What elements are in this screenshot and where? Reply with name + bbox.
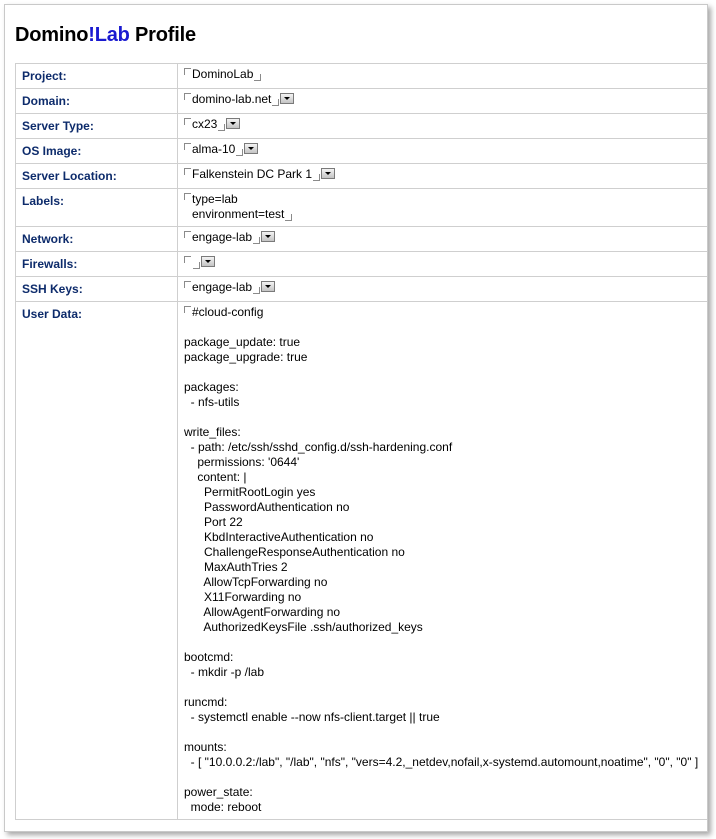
page-title: [15, 24, 196, 47]
domain-field[interactable]: [184, 92, 279, 106]
field-close-marker-icon: [253, 287, 260, 294]
server-location-value: Falkenstein DC Park 1: [192, 167, 313, 181]
ssh-keys-value: engage-lab: [192, 280, 253, 294]
firewalls-cell: [178, 252, 708, 277]
row-network: [16, 227, 708, 252]
title-bang: !: [88, 24, 95, 46]
row-domain: [16, 89, 708, 114]
field-close-marker-icon: [193, 262, 200, 269]
network-dropdown-button[interactable]: [261, 231, 275, 242]
field-open-marker-icon: [184, 256, 191, 263]
project-label: Project:: [16, 64, 178, 89]
project-field[interactable]: [184, 67, 261, 81]
field-close-marker-icon: [218, 124, 225, 131]
server-location-cell: [178, 164, 708, 189]
ssh-keys-dropdown-button[interactable]: [261, 281, 275, 292]
title-accent: Lab: [94, 24, 130, 46]
row-user-data: [16, 302, 708, 820]
row-labels: [16, 189, 708, 227]
row-server-location: [16, 164, 708, 189]
domain-dropdown-button[interactable]: [280, 93, 294, 104]
field-open-marker-icon: [184, 68, 191, 75]
domain-label: Domain:: [16, 89, 178, 114]
profile-form: [15, 63, 708, 820]
row-os-image: [16, 139, 708, 164]
title-suffix: Profile: [129, 24, 196, 46]
network-value: engage-lab: [192, 230, 253, 244]
server-type-cell: [178, 114, 708, 139]
network-label: Network:: [16, 227, 178, 252]
field-open-marker-icon: [184, 168, 191, 175]
field-open-marker-icon: [184, 281, 191, 288]
domain-cell: [178, 89, 708, 114]
field-close-marker-icon: [254, 74, 261, 81]
server-type-label: Server Type:: [16, 114, 178, 139]
profile-document: [4, 4, 708, 832]
field-close-marker-icon: [313, 174, 320, 181]
server-location-label: Server Location:: [16, 164, 178, 189]
field-open-marker-icon: [184, 193, 191, 200]
row-project: [16, 64, 708, 89]
field-open-marker-icon: [184, 231, 191, 238]
ssh-keys-cell: [178, 277, 708, 302]
field-close-marker-icon: [272, 99, 279, 106]
ssh-keys-label: SSH Keys:: [16, 277, 178, 302]
user-data-field[interactable]: [184, 305, 698, 814]
os-image-cell: [178, 139, 708, 164]
user-data-value: #cloud-config package_update: true package_upgrade: true packages: - nfs-utils write_files: - path: /etc/ssh/sshd_config.d/ssh-hardening.conf permissions: '0644' content: | PermitRootLogin yes PasswordAuthentication no Port 22 KbdInteractiveAuthentication no ChallengeResponseAuthentication no MaxAuthTries 2 AllowTcpForwarding no X11Forwarding no AllowAgentForwarding no AuthorizedKeysFile .ssh/authorized_keys bootcmd: - mkdir -p /lab runcmd: - systemctl enable --now nfs-client.target || true mounts: - [ "10.0.0.2:/lab", "/lab", "nfs", "vers=4.2,_netdev,nofail,x-systemd.automount,noatime", "0", "0" ] power_state: mode: reboot: [184, 305, 699, 814]
domain-value: domino-lab.net: [192, 92, 272, 106]
network-cell: [178, 227, 708, 252]
firewalls-field[interactable]: [184, 255, 200, 269]
labels-value: type=lab environment=test: [192, 192, 285, 221]
field-close-marker-icon: [236, 149, 243, 156]
row-firewalls: [16, 252, 708, 277]
network-field[interactable]: [184, 230, 260, 244]
field-close-marker-icon: [253, 237, 260, 244]
project-cell: [178, 64, 708, 89]
firewalls-label: Firewalls:: [16, 252, 178, 277]
server-type-field[interactable]: [184, 117, 225, 131]
project-value: DominoLab: [192, 67, 254, 81]
os-image-label: OS Image:: [16, 139, 178, 164]
labels-label: Labels:: [16, 189, 178, 227]
os-image-field[interactable]: [184, 142, 243, 156]
server-type-dropdown-button[interactable]: [226, 118, 240, 129]
title-prefix: Domino: [15, 24, 89, 46]
row-ssh-keys: [16, 277, 708, 302]
field-open-marker-icon: [184, 143, 191, 150]
field-open-marker-icon: [184, 118, 191, 125]
labels-cell: [178, 189, 708, 227]
user-data-label: User Data:: [16, 302, 178, 820]
server-location-dropdown-button[interactable]: [321, 168, 335, 179]
firewalls-dropdown-button[interactable]: [201, 256, 215, 267]
field-open-marker-icon: [184, 306, 191, 313]
os-image-value: alma-10: [192, 142, 236, 156]
field-close-marker-icon: [285, 214, 292, 221]
field-open-marker-icon: [184, 93, 191, 100]
user-data-cell: [178, 302, 708, 820]
os-image-dropdown-button[interactable]: [244, 143, 258, 154]
labels-field[interactable]: [184, 192, 292, 221]
server-type-value: cx23: [192, 117, 218, 131]
server-location-field[interactable]: [184, 167, 320, 181]
ssh-keys-field[interactable]: [184, 280, 260, 294]
row-server-type: [16, 114, 708, 139]
